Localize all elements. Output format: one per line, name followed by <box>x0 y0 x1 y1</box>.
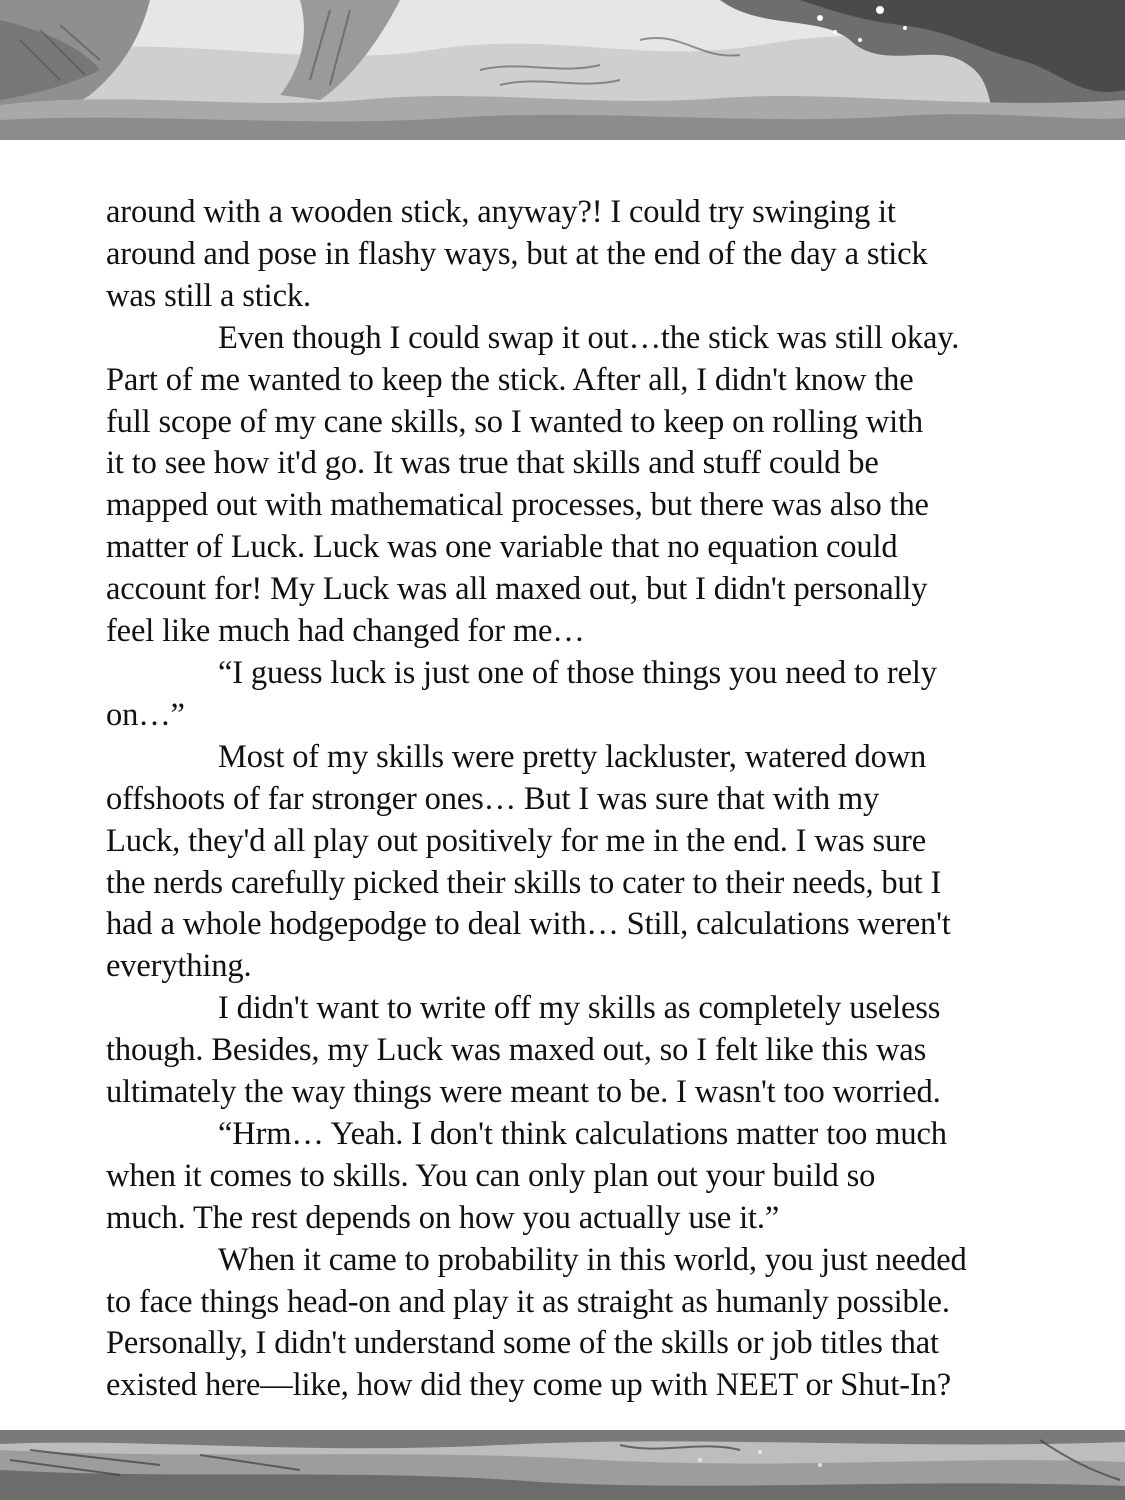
text-line <box>106 527 1066 569</box>
text-line <box>106 360 1066 402</box>
text-line-content: matter of Luck. Luck was one variable that no equation could <box>106 529 898 566</box>
text-line <box>106 1072 1066 1114</box>
text-line <box>106 988 1066 1030</box>
text-line-content: had a whole hodgepodge to deal with… Still, calculations weren't <box>106 906 951 943</box>
text-line <box>106 779 1066 821</box>
text-line <box>106 946 1066 988</box>
text-line-content: it to see how it'd go. It was true that skills and stuff could be <box>106 445 879 482</box>
forest-illustration <box>0 0 1125 140</box>
text-line-content: though. Besides, my Luck was maxed out, so I felt like this was <box>106 1032 927 1069</box>
bottom-illustration-banner <box>0 1430 1125 1500</box>
text-line-content: much. The rest depends on how you actually use it.” <box>106 1199 780 1236</box>
text-line <box>106 1030 1066 1072</box>
text-line-content: feel like much had changed for me… <box>106 613 585 650</box>
text-line <box>106 611 1066 653</box>
text-line-content: When it came to probability in this world, you just needed <box>218 1241 967 1278</box>
text-line <box>106 653 1066 695</box>
text-line-content: Even though I could swap it out…the stick was still okay. <box>218 319 960 356</box>
text-line-content: full scope of my cane skills, so I wanted to keep on rolling with <box>106 403 924 440</box>
text-line-content: existed here—like, how did they come up with NEET or Shut-In? <box>106 1367 951 1404</box>
text-line-content: Luck, they'd all play out positively for me in the end. I was sure <box>106 822 926 859</box>
text-line <box>106 1323 1066 1365</box>
text-line <box>106 569 1066 611</box>
text-line-content: everything. <box>106 948 252 985</box>
text-line-content: around with a wooden stick, anyway?! I could try swinging it <box>106 194 896 230</box>
text-line <box>106 1365 1066 1407</box>
text-line-content: the nerds carefully picked their skills to cater to their needs, but I <box>106 864 942 901</box>
text-line-content: on…” <box>106 696 185 733</box>
text-line <box>106 276 1066 318</box>
text-line <box>106 485 1066 527</box>
text-line-content: ultimately the way things were meant to be. I wasn't too worried. <box>106 1074 941 1111</box>
text-line <box>106 318 1066 360</box>
text-line-content: Personally, I didn't understand some of the skills or job titles that <box>106 1325 939 1362</box>
text-line-content: Most of my skills were pretty lackluster, watered down <box>218 738 927 775</box>
text-line <box>106 402 1066 444</box>
text-line-content: “Hrm… Yeah. I don't think calculations matter too much <box>218 1115 947 1152</box>
text-line <box>106 1282 1066 1324</box>
text-line-content: mapped out with mathematical processes, but there was also the <box>106 487 929 524</box>
text-line-content: Part of me wanted to keep the stick. After all, I didn't know the <box>106 361 914 398</box>
top-illustration-banner <box>0 0 1125 140</box>
text-line <box>106 695 1066 737</box>
text-line-content: offshoots of far stronger ones… But I was sure that with my <box>106 780 880 817</box>
text-line-content: around and pose in flashy ways, but at the end of the day a stick <box>106 235 928 272</box>
page-body-text <box>106 192 1066 1407</box>
text-line-content: was still a stick. <box>106 277 311 314</box>
text-line <box>106 192 1066 234</box>
text-line <box>106 821 1066 863</box>
text-line <box>106 1156 1066 1198</box>
text-line <box>106 737 1066 779</box>
text-line <box>106 904 1066 946</box>
text-line <box>106 1198 1066 1240</box>
text-line-content: “I guess luck is just one of those things you need to rely <box>218 654 937 691</box>
text-line-content: to face things head-on and play it as straight as humanly possible. <box>106 1283 950 1320</box>
text-line-content: I didn't want to write off my skills as completely useless <box>218 990 941 1027</box>
text-line-content: account for! My Luck was all maxed out, but I didn't personally <box>106 571 928 608</box>
text-line <box>106 1114 1066 1156</box>
forest-illustration-bottom <box>0 1430 1125 1500</box>
text-line <box>106 1240 1066 1282</box>
text-line-content: when it comes to skills. You can only plan out your build so <box>106 1157 876 1194</box>
text-line <box>106 863 1066 905</box>
text-line <box>106 234 1066 276</box>
text-line <box>106 443 1066 485</box>
